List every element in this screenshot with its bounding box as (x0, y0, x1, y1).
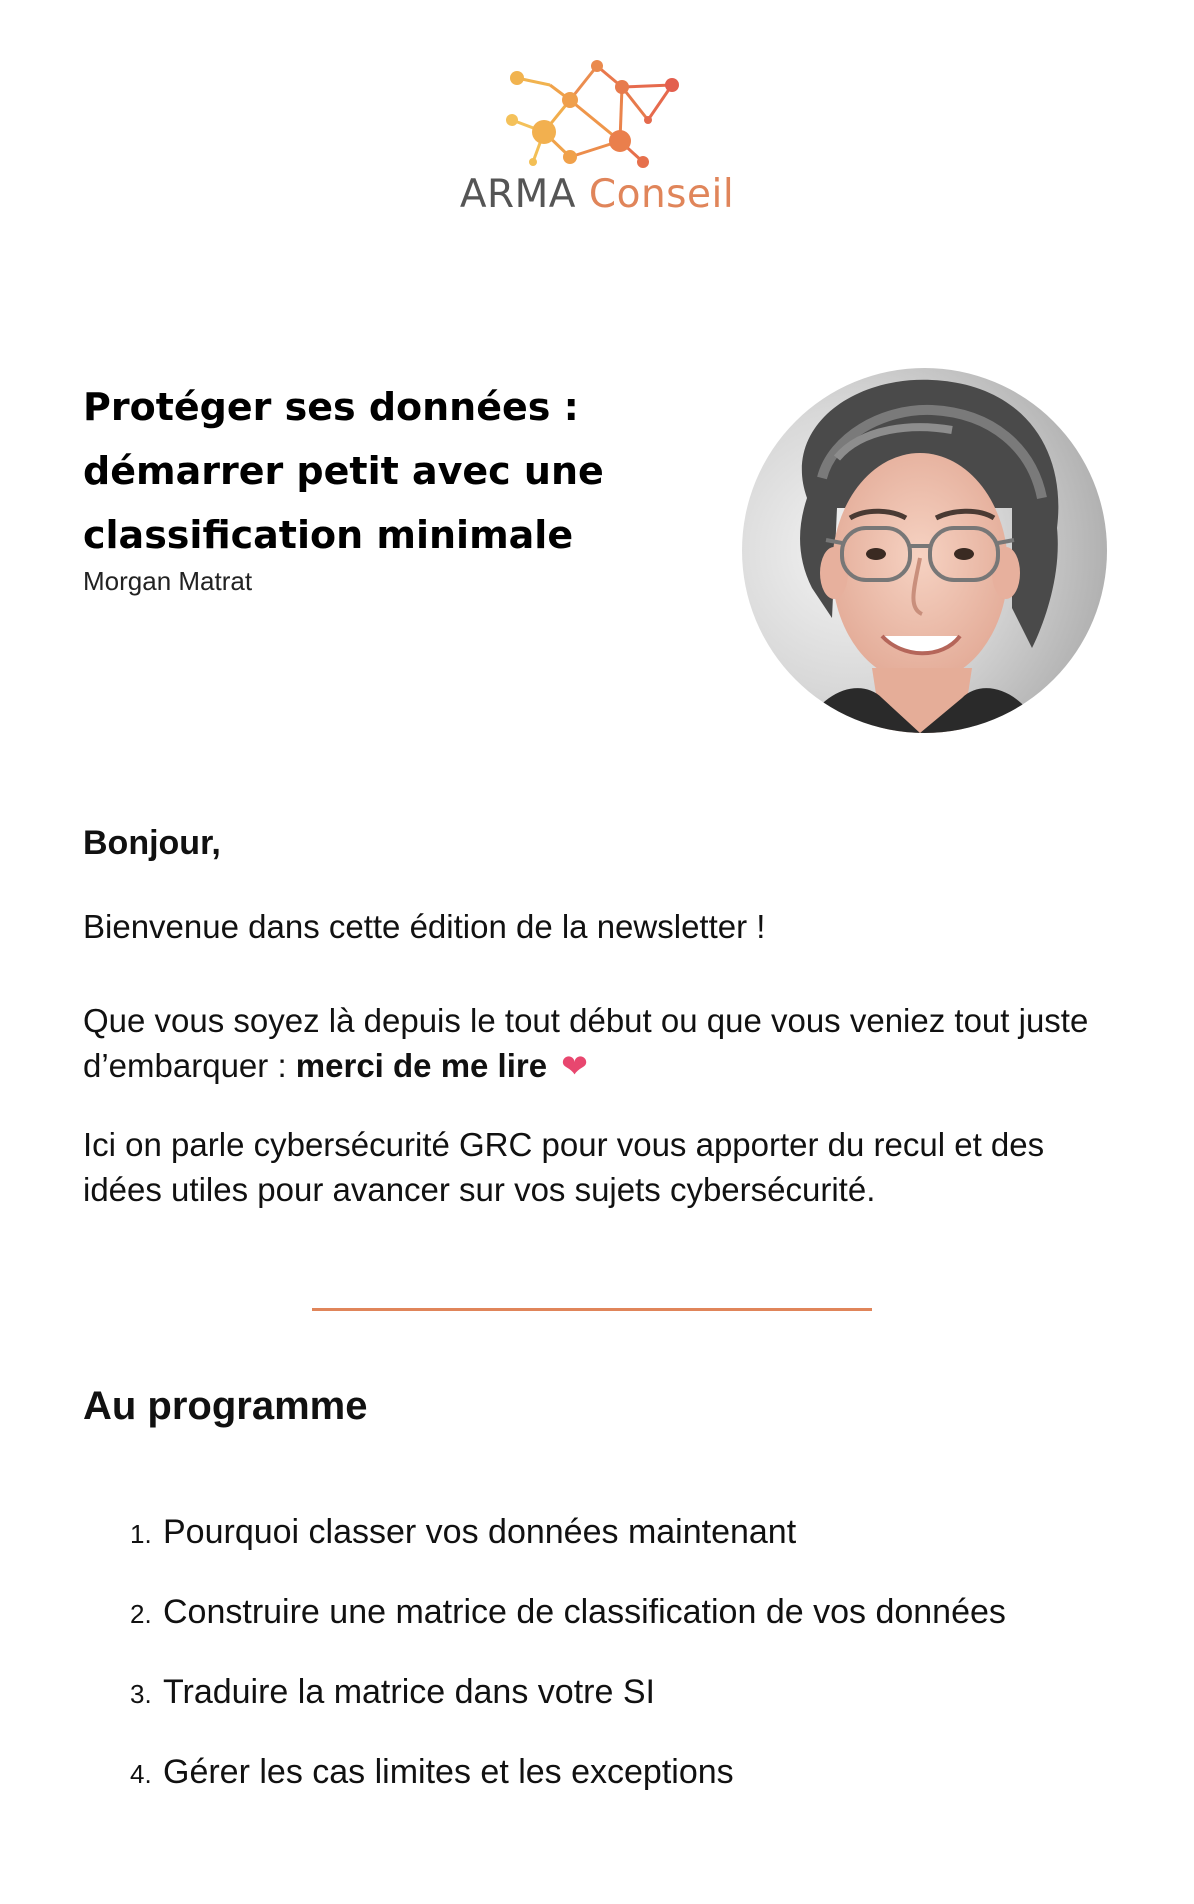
program-title: Au programme (83, 1384, 368, 1428)
program-item-number: 3. (130, 1678, 152, 1709)
program-item-number: 4. (130, 1758, 152, 1789)
program-item (130, 1652, 1006, 1732)
program-item-number: 2. (130, 1598, 152, 1629)
thanks-bold-text: merci de me lire (295, 1047, 548, 1084)
article-title-line: Protéger ses données : (83, 385, 579, 429)
program-item (130, 1492, 1006, 1572)
brand-logo (0, 40, 1194, 217)
section-divider (312, 1308, 872, 1311)
heart-icon: ❤ (561, 1048, 588, 1084)
thanks-paragraph (83, 998, 1123, 1089)
program-item-number: 1. (130, 1518, 152, 1549)
program-item-label: Construire une matrice de classification de vos données (163, 1592, 1006, 1631)
program-item-label: Traduire la matrice dans votre SI (163, 1672, 655, 1711)
article-title-line: classification minimale (83, 513, 574, 557)
program-item-label: Gérer les cas limites et les exceptions (163, 1752, 734, 1791)
network-logo-icon (477, 40, 717, 170)
article-title (83, 375, 643, 567)
article-title-line: démarrer petit avec une (83, 449, 604, 493)
brand-name-secondary: Conseil (588, 172, 735, 217)
thanks-text: Que vous soyez là depuis le tout début ou que vous veniez tout juste d’embarquer : (83, 1002, 1089, 1084)
brand-name (0, 172, 1194, 217)
program-item (130, 1572, 1006, 1652)
program-item (130, 1732, 1006, 1812)
description-text: Ici on parle cybersécurité GRC pour vous apporter du recul et des idées utiles pour avancer sur vos sujets cybersécurité. (83, 1126, 1045, 1208)
program-list (130, 1492, 1006, 1812)
program-item-label: Pourquoi classer vos données maintenant (163, 1512, 797, 1551)
author-name: Morgan Matrat (83, 566, 253, 596)
author-portrait-icon (742, 368, 1107, 733)
brand-name-primary: ARMA (459, 172, 576, 217)
welcome-text: Bienvenue dans cette édition de la newsletter ! (83, 908, 766, 945)
greeting-text: Bonjour, (83, 824, 221, 862)
author-portrait (742, 368, 1107, 733)
